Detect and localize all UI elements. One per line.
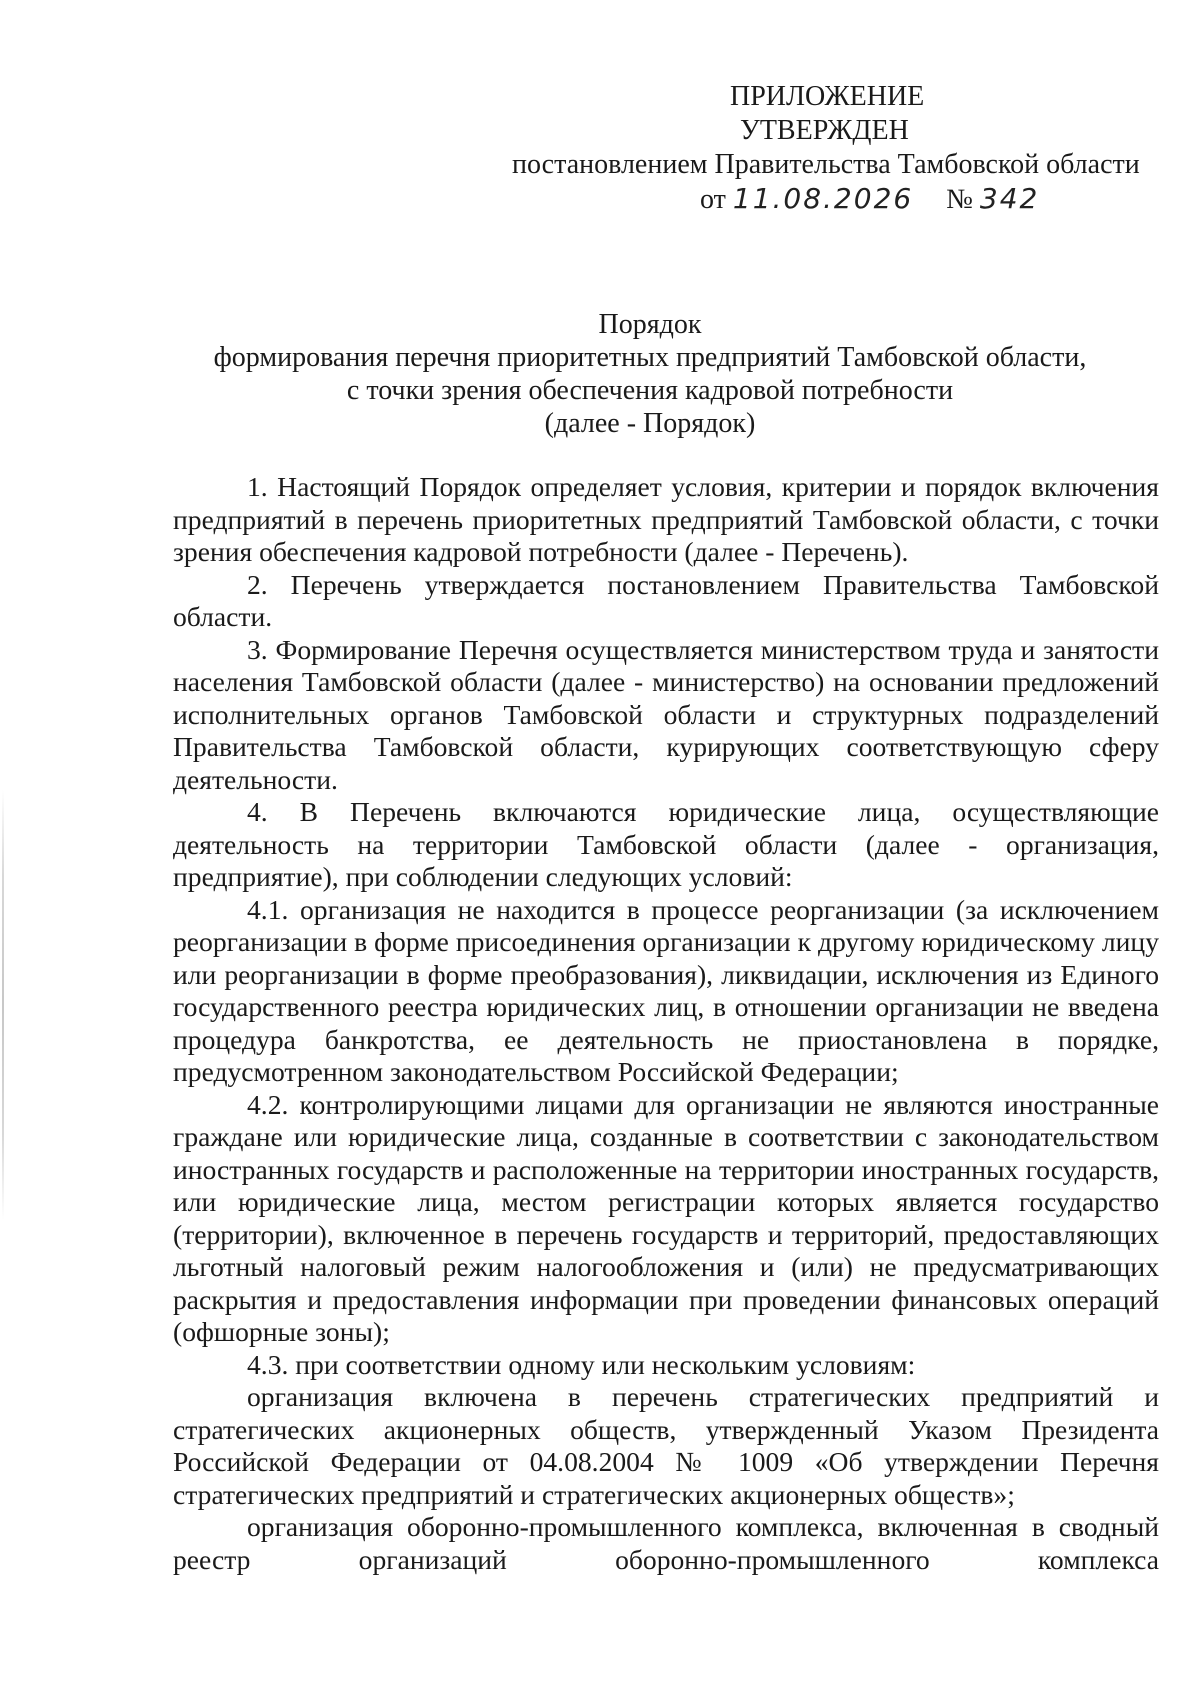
handwritten-number: 342: [979, 182, 1040, 215]
scan-edge-shadow: [2, 790, 4, 1220]
title-line-4: (далее - Порядок): [544, 408, 756, 439]
paragraph-4-2: 4.2. контролирующими лицами для организации не являются иностранные граждане или юридические лица, созданные в соответствии с законодательством иностранных государств и расположенные на территории иностранных государств, или юридические лица, местом регистрации которых является государство (территории), включенное в перечень государств и территорий, предоставляющих льготный налоговый режим налогообложения и (или) не предусматривающих раскрытия и предоставления информации при проведении финансовых операций (офшорные зоны);: [173, 1088, 1159, 1347]
approval-date-number: [700, 182, 1039, 217]
document-title: [150, 308, 1150, 440]
paragraph-4-1: 4.1. организация не находится в процессе реорганизации (за исключением реорганизации в форме присоединения организации к другому юридическому лицу или реорганизации в форме преобразования), ликвидации, исключения из Единого государственного реестра юридических лиц, в отношении организации не введена процедура банкротства, ее деятельность не приостановлена в порядке, предусмотренном законодательством Российской Федерации;: [173, 893, 1159, 1087]
paragraph-4-3: 4.3. при соответствии одному или нескольким условиям:: [247, 1348, 916, 1380]
title-line-1: Порядок: [598, 309, 702, 340]
paragraph-4-3-item-2: организация оборонно-промышленного комплекса, включенная в сводный реестр организаций оборонно-промышленного комплекса: [173, 1511, 1159, 1575]
approval-heading-approved: УТВЕРЖДЕН: [740, 115, 909, 146]
paragraph-4: 4. В Перечень включаются юридические лица, осуществляющие деятельность на территории Тамбовской области (далее - организация, предприятие), при соблюдении следующих условий:: [173, 796, 1159, 892]
paragraph-3: 3. Формирование Перечня осуществляется министерством труда и занятости населения Тамбовской области (далее - министерство) на основании предложений исполнительных органов Тамбовской области и структурных подразделений Правительства Тамбовской области, курирующих соответствующую сферу деятельности.: [173, 633, 1159, 795]
approval-heading-appendix: ПРИЛОЖЕНИЕ: [730, 81, 925, 112]
title-line-3: с точки зрения обеспечения кадровой потребности: [346, 375, 954, 406]
handwritten-date: 11.08.2026: [732, 182, 914, 215]
title-line-2: формирования перечня приоритетных предприятий Тамбовской области,: [213, 342, 1087, 373]
paragraph-2: 2. Перечень утверждается постановлением Правительства Тамбовской области.: [173, 568, 1159, 632]
date-prefix: от: [700, 184, 726, 215]
paragraph-4-3-item-1: организация включена в перечень стратегических предприятий и стратегических акционерных обществ, утвержденный Указом Президента Российской Федерации от 04.08.2004 № 1009 «Об утверждении Перечня стратегических предприятий и стратегических акционерных обществ»;: [173, 1381, 1159, 1510]
number-prefix: №: [946, 184, 973, 215]
document-body: [173, 471, 1159, 1576]
paragraph-1: 1. Настоящий Порядок определяет условия, критерии и порядок включения предприятий в перечень приоритетных предприятий Тамбовской области, с точки зрения обеспечения кадровой потребности (далее - Перечень).: [173, 471, 1159, 567]
approval-issuer: постановлением Правительства Тамбовской области: [512, 149, 1140, 180]
